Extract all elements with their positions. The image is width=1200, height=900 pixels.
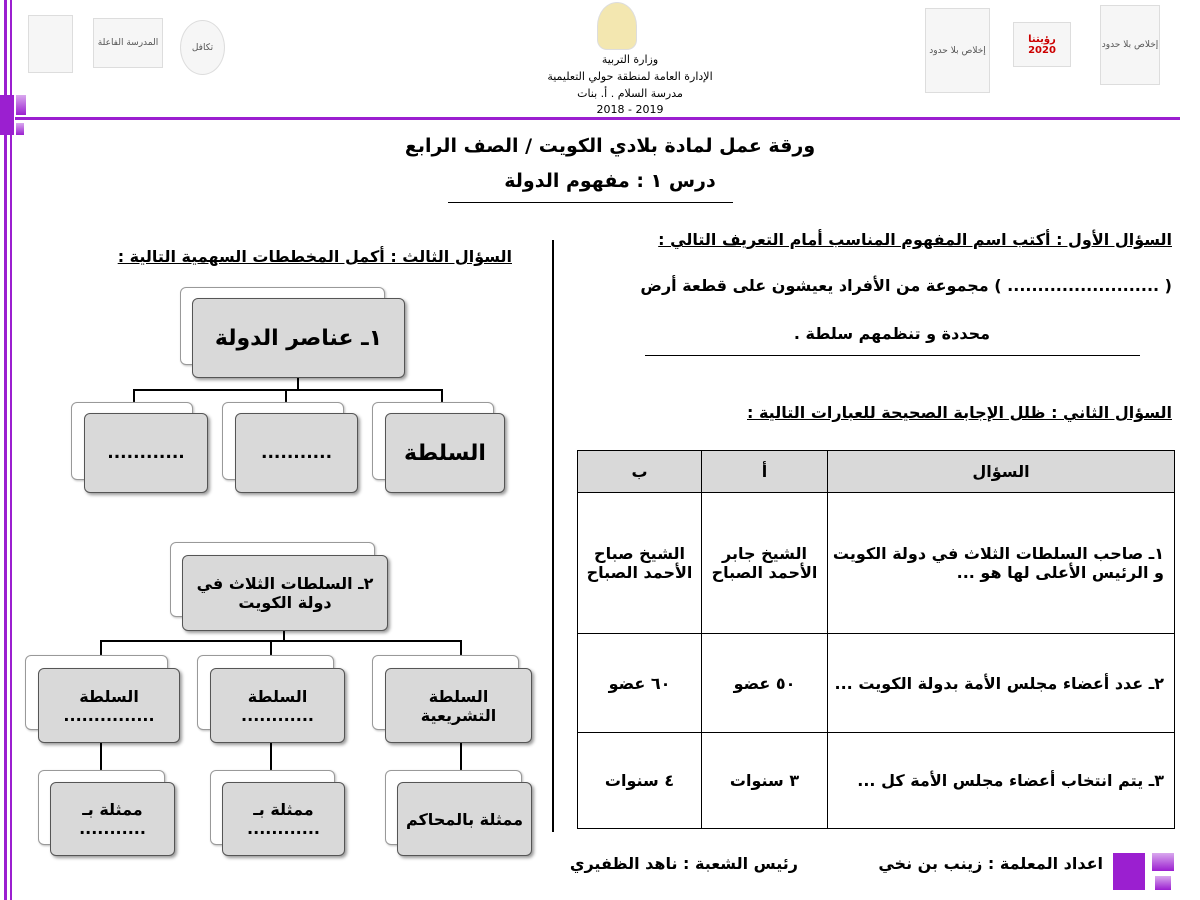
- option-b[interactable]: ٦٠ عضو: [578, 634, 702, 733]
- logo-ikhlas: إخلاص بلا حدود: [1100, 5, 1160, 85]
- district-name: الإدارة العامة لمنطقة حولي التعليمية: [547, 70, 713, 83]
- option-a[interactable]: الشيخ جابر الأحمد الصباح: [702, 493, 828, 634]
- q1-definition-line2: محددة و تنظمهم سلطة .: [793, 324, 990, 343]
- department-head: رئيس الشعبة : ناهد الظفيري: [569, 854, 798, 873]
- border-line: [4, 0, 7, 900]
- q1-definition-line1: ( ......................... ) مجموعة من الأفراد يعيشون على قطعة أرض: [640, 276, 1172, 295]
- column-divider: [552, 240, 554, 832]
- question-cell: ١ـ صاحب السلطات الثلاث في دولة الكويت و الرئيس الأعلى لها هو ...: [828, 493, 1175, 634]
- border-line: [10, 0, 12, 900]
- connector: [100, 640, 462, 642]
- d2-child-blank[interactable]: السلطة ............: [210, 668, 345, 743]
- col-b: ب: [578, 451, 702, 493]
- connector: [133, 389, 135, 403]
- d2-root: ٢ـ السلطات الثلاث في دولة الكويت: [182, 555, 388, 631]
- col-question: السؤال: [828, 451, 1175, 493]
- question-cell: ٢ـ عدد أعضاء مجلس الأمة بدولة الكويت ...: [828, 634, 1175, 733]
- logo-vision-2020: رؤيتنا 2020: [1013, 22, 1071, 67]
- decor-square: [1152, 853, 1174, 871]
- decor-square: [16, 123, 24, 135]
- connector: [285, 389, 287, 403]
- q1-divider: [645, 355, 1140, 356]
- decor-square: [0, 95, 14, 135]
- q2-heading: السؤال الثاني : ظلل الإجابة الصحيحة للعبارات التالية :: [747, 403, 1172, 422]
- lesson-title: درس ١ : مفهوم الدولة: [504, 170, 716, 192]
- decor-square: [16, 95, 26, 115]
- option-a[interactable]: ٥٠ عضو: [702, 634, 828, 733]
- q2-table: [577, 450, 1175, 829]
- q1-heading: السؤال الأول : أكتب اسم المفهوم المناسب أمام التعريف التالي :: [658, 230, 1172, 249]
- decor-square: [1113, 853, 1145, 890]
- school-name: مدرسة السلام . أ. بنات: [577, 87, 683, 100]
- logo-takaful: تكافل: [180, 20, 225, 75]
- d1-child-authority[interactable]: السلطة: [385, 413, 505, 493]
- connector: [441, 389, 443, 403]
- col-a: أ: [702, 451, 828, 493]
- teacher-name: اعداد المعلمة : زينب بن نخي: [878, 854, 1103, 873]
- worksheet-title: ورقة عمل لمادة بلادي الكويت / الصف الرابع: [404, 135, 816, 157]
- logo-runner: [28, 15, 73, 73]
- logo-social-dept: إخلاص بلا حدود: [925, 8, 990, 93]
- connector: [133, 389, 443, 391]
- d2-grandchild-courts[interactable]: ممثلة بالمحاكم: [397, 782, 532, 856]
- ministry-name: وزارة التربية: [601, 53, 659, 66]
- title-underline: [448, 202, 733, 203]
- decor-square: [1155, 876, 1171, 890]
- kuwait-emblem: [597, 2, 637, 50]
- school-year: 2018 - 2019: [596, 103, 664, 116]
- connector: [460, 640, 462, 655]
- d2-child-legislative[interactable]: السلطة التشريعية: [385, 668, 532, 743]
- d2-child-blank[interactable]: السلطة ...............: [38, 668, 180, 743]
- option-a[interactable]: ٣ سنوات: [702, 733, 828, 829]
- header-divider: [15, 117, 1180, 120]
- d1-root: ١ـ عناصر الدولة: [192, 298, 405, 378]
- connector: [100, 640, 102, 655]
- question-cell: ٣ـ يتم انتخاب أعضاء مجلس الأمة كل ...: [828, 733, 1175, 829]
- q3-heading: السؤال الثالث : أكمل المخططات السهمية التالية :: [117, 247, 512, 266]
- d2-grandchild-blank[interactable]: ممثلة بـ ............: [222, 782, 345, 856]
- logo-effective-school: المدرسة الفاعلة: [93, 18, 163, 68]
- option-b[interactable]: الشيخ صباح الأحمد الصباح: [578, 493, 702, 634]
- d1-child-blank[interactable]: ............: [84, 413, 208, 493]
- d1-child-blank[interactable]: ...........: [235, 413, 358, 493]
- option-b[interactable]: ٤ سنوات: [578, 733, 702, 829]
- d2-grandchild-blank[interactable]: ممثلة بـ ...........: [50, 782, 175, 856]
- connector: [270, 640, 272, 655]
